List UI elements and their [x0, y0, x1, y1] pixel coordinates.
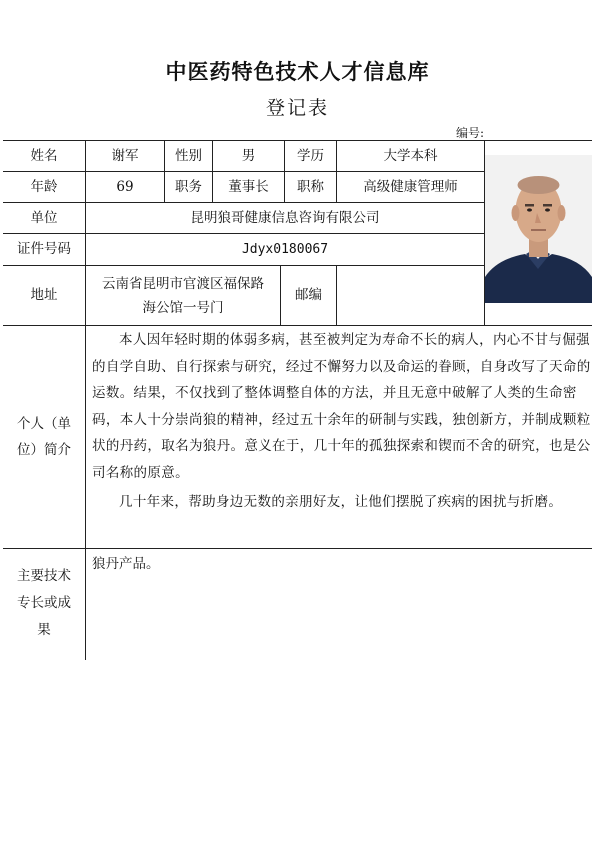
title-value: 高级健康管理师	[363, 178, 458, 195]
id-label: 证件号码	[17, 241, 71, 258]
grid-line	[3, 325, 592, 326]
address-line-2: 海公馆一号门	[142, 299, 224, 316]
bio-paragraph-1: 本人因年轻时期的体弱多病，甚至被判定为寿命不长的病人，内心不甘与倔强的自学自助、自行探索与研究，经过不懈努力以及命运的眷顾，自身改写了天命的运数。结果，不仅找到了整体调整自体的方法，并且无意中破解了人类的生命密码，本人十分崇尚狼的精神，经过五十余年的研制与实践，独创新方，并制成颗粒状的丹药，取名为狼丹。意义在于，几十年的孤独探索和锲而不舍的研究，也是公司名称的原意。	[92, 332, 591, 481]
address-label: 地址	[30, 287, 58, 304]
age-value: 69	[116, 178, 134, 195]
page-title: 中医药特色技术人才信息库	[165, 60, 430, 84]
position-value: 董事长	[228, 178, 269, 195]
name-label: 姓名	[30, 147, 58, 164]
bio-text	[92, 327, 592, 516]
gender-value: 男	[241, 147, 256, 164]
skills-value: 狼丹产品。	[92, 556, 160, 572]
address-line-1: 云南省昆明市官渡区福保路	[102, 275, 264, 292]
bio-label-line-2: 位）简介	[17, 442, 71, 458]
position-label: 职务	[175, 178, 202, 195]
unit-label: 单位	[30, 209, 58, 226]
gender-label: 性别	[175, 147, 202, 164]
id-value: Jdyx0180067	[241, 241, 329, 257]
title-label: 职称	[297, 178, 324, 195]
bio-label-line-1: 个人（单	[17, 416, 71, 432]
skills-label-line-1: 主要技术	[17, 567, 71, 584]
skills-label	[3, 562, 85, 644]
name-value: 谢军	[111, 147, 139, 164]
skills-label-line-3: 果	[37, 621, 51, 638]
unit-value: 昆明狼哥健康信息咨询有限公司	[190, 209, 380, 226]
skills-label-line-2: 专长或成	[17, 594, 71, 611]
education-label: 学历	[297, 147, 324, 164]
serial-number-label: 编号:	[456, 126, 485, 140]
postcode-value	[337, 266, 484, 325]
page-subtitle: 登记表	[265, 97, 329, 119]
education-value: 大学本科	[383, 147, 438, 164]
bio-paragraph-2: 几十年来，帮助身边无数的亲朋好友，让他们摆脱了疾病的困扰与折磨。	[119, 494, 563, 510]
age-label: 年龄	[30, 178, 58, 195]
postcode-label: 邮编	[295, 287, 322, 304]
grid-line	[3, 548, 592, 549]
portrait-photo	[485, 155, 592, 303]
portrait-icon	[485, 155, 592, 303]
bio-label	[3, 326, 85, 548]
address-value	[86, 266, 280, 325]
